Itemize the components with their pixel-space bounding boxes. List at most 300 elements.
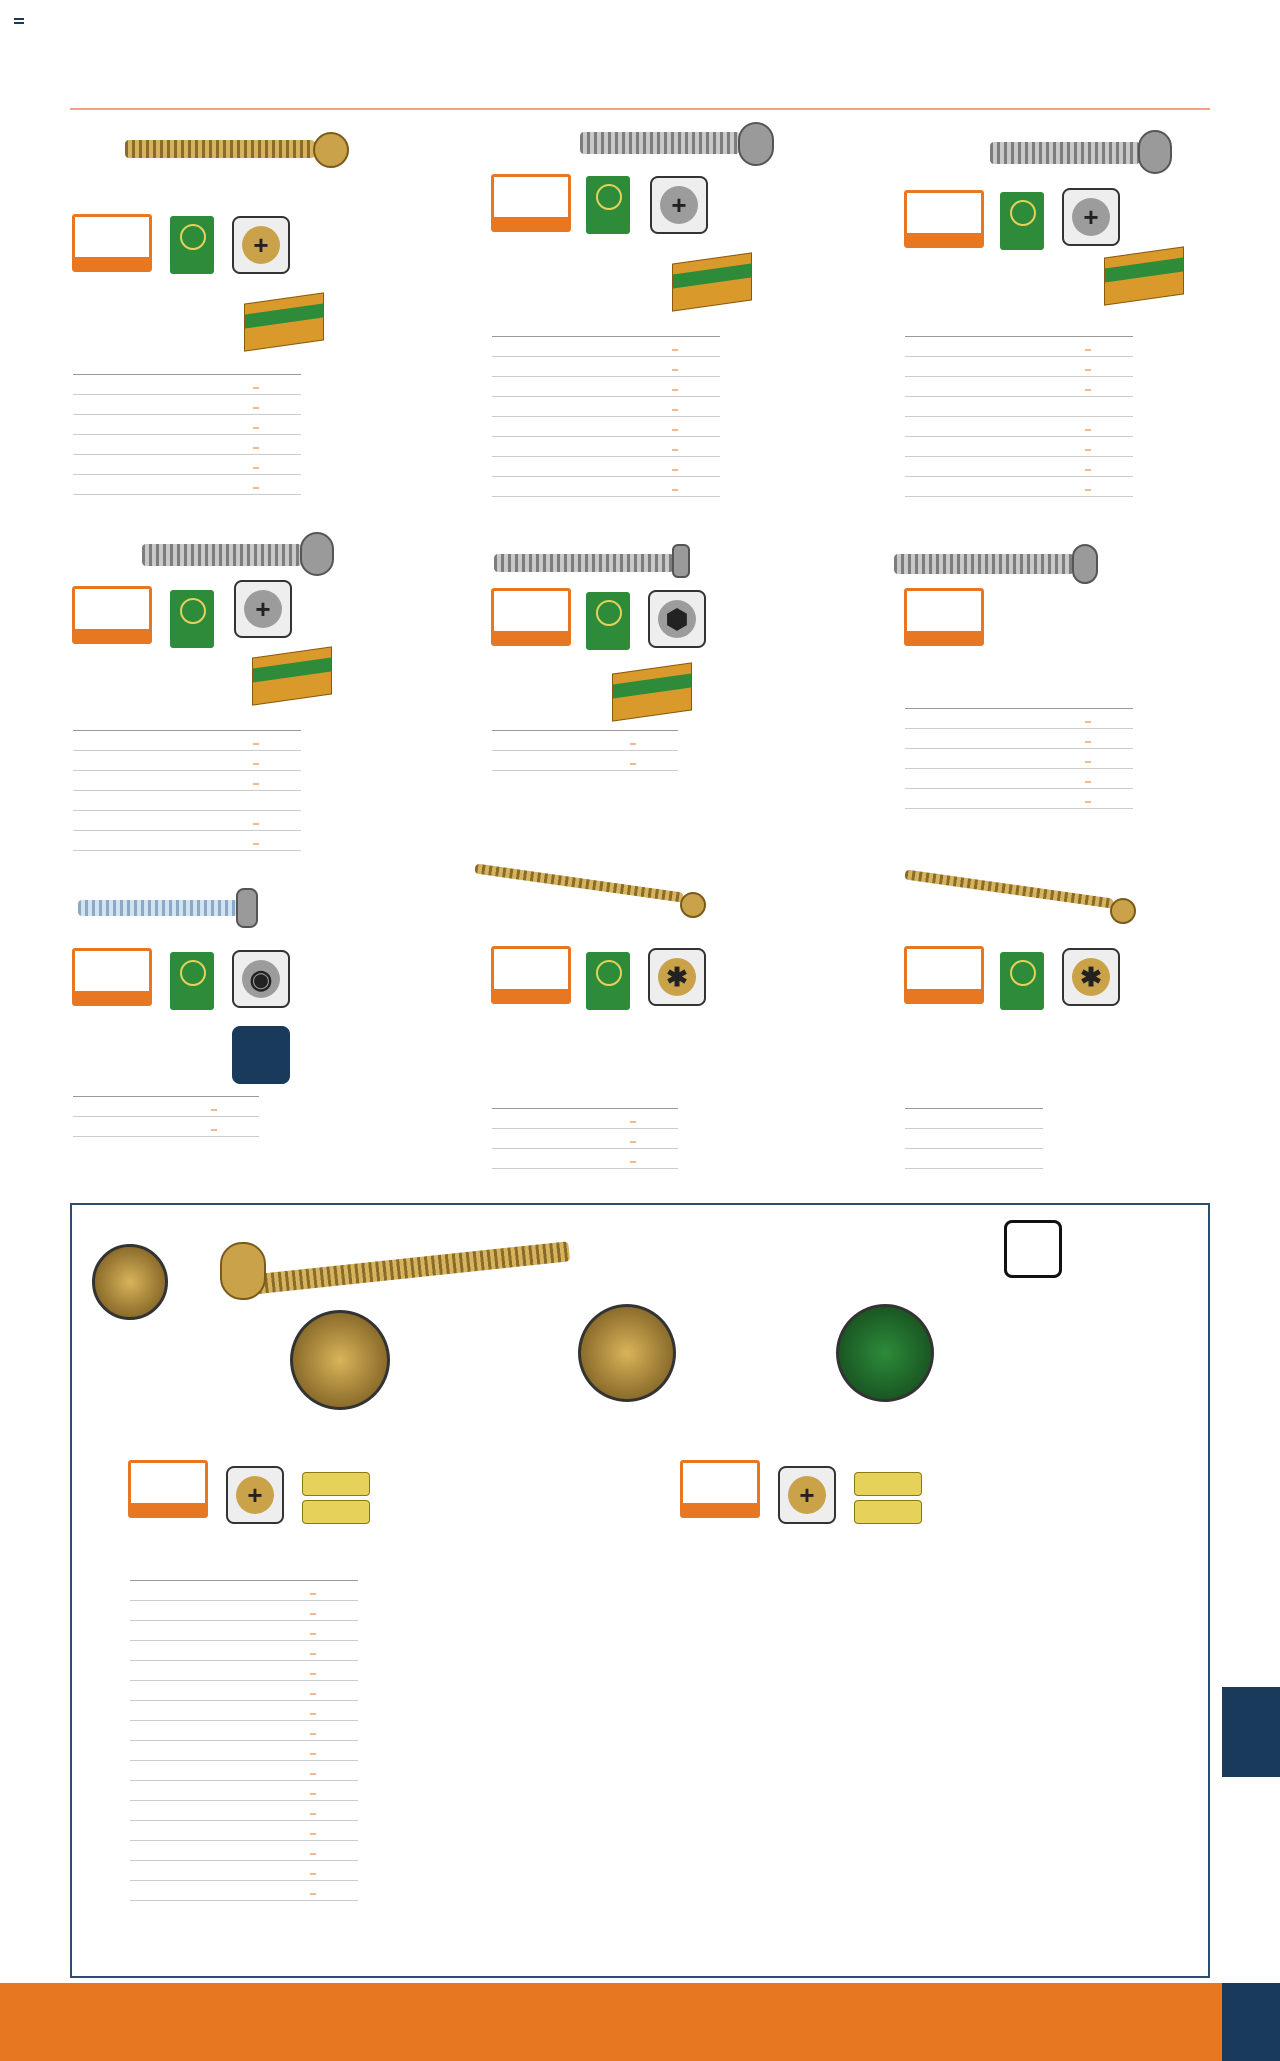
table-cell — [905, 437, 961, 457]
price-cell — [253, 783, 259, 785]
table-cell — [171, 455, 253, 475]
table-row — [905, 1149, 1043, 1169]
screw-shaft — [250, 1241, 570, 1294]
table-cell — [672, 337, 720, 357]
table-cell — [1003, 437, 1085, 457]
table-cell — [253, 751, 301, 771]
table-cell — [130, 1641, 186, 1661]
header-divider — [70, 108, 1210, 110]
table-cell — [73, 731, 129, 751]
table-cell — [630, 751, 678, 771]
price-cell — [253, 387, 259, 389]
table-cell — [1003, 457, 1085, 477]
table-cell — [548, 477, 590, 497]
table-cell — [548, 437, 590, 457]
table-cell — [310, 1581, 358, 1601]
price-cell — [253, 467, 259, 469]
security-head-icon: ◉ — [232, 950, 290, 1008]
spec-table — [492, 1106, 678, 1169]
table-cell — [310, 1761, 358, 1781]
table-cell — [961, 357, 1003, 377]
table-row — [492, 1129, 678, 1149]
table-row — [130, 1781, 358, 1801]
table-row — [73, 731, 301, 751]
price-cell — [310, 1613, 316, 1615]
spec-table-p1 — [73, 372, 301, 495]
table-cell — [548, 417, 590, 437]
table-cell — [548, 1109, 630, 1129]
table-cell — [961, 397, 1003, 417]
table-cell — [310, 1861, 358, 1881]
section-tab[interactable] — [1222, 1687, 1280, 1777]
screw-shaft — [142, 544, 302, 566]
price-cell — [253, 447, 259, 449]
table-cell — [73, 791, 129, 811]
price-cell — [310, 1753, 316, 1755]
table-cell — [130, 1681, 186, 1701]
table-cell — [228, 1681, 310, 1701]
table-cell — [186, 1701, 228, 1721]
table-cell — [253, 395, 301, 415]
table-row — [130, 1801, 358, 1821]
price-tag-p6 — [904, 588, 984, 646]
quality-badge-icon — [1000, 952, 1044, 1010]
footer-bar — [0, 1983, 1222, 2061]
price-cell — [672, 389, 678, 391]
table-cell — [905, 477, 961, 497]
table-row — [130, 1621, 358, 1641]
table-cell — [1085, 749, 1133, 769]
table-cell — [310, 1621, 358, 1641]
table-cell — [548, 397, 590, 417]
price-tag-p4 — [72, 586, 152, 644]
table-cell — [171, 791, 253, 811]
table-row — [905, 1129, 1043, 1149]
table-cell — [129, 831, 171, 851]
price-tag-p7 — [72, 948, 152, 1006]
table-cell — [186, 1661, 228, 1681]
table-cell — [961, 417, 1003, 437]
table-cell — [672, 377, 720, 397]
price-cell — [310, 1593, 316, 1595]
table-cell — [228, 1641, 310, 1661]
table-cell — [186, 1621, 228, 1641]
table-row — [130, 1741, 358, 1761]
table-row — [130, 1841, 358, 1861]
brand-logo — [1222, 1983, 1280, 2061]
table-cell — [961, 437, 1003, 457]
table-cell — [310, 1881, 358, 1901]
table-cell — [1085, 337, 1133, 357]
table-cell — [129, 375, 171, 395]
spec-table — [905, 1106, 1043, 1169]
price-tag-p1 — [72, 214, 152, 272]
table-cell — [1085, 709, 1133, 729]
table-cell — [130, 1721, 186, 1741]
table-row — [492, 731, 678, 751]
spec-table — [905, 334, 1133, 497]
table-cell — [1085, 457, 1133, 477]
table-cell — [630, 1129, 678, 1149]
screw-shaft — [580, 132, 740, 154]
table-cell — [492, 1109, 548, 1129]
table-cell — [548, 457, 590, 477]
price-cell — [211, 1109, 217, 1111]
table-cell — [129, 1097, 211, 1117]
price-cell — [310, 1853, 316, 1855]
table-cell — [130, 1701, 186, 1721]
table-cell — [492, 731, 548, 751]
table-cell — [672, 357, 720, 377]
screw-shaft — [494, 554, 674, 572]
price-cell — [211, 1129, 217, 1131]
table-cell — [961, 477, 1003, 497]
table-row — [492, 397, 720, 417]
table-cell — [905, 1109, 961, 1129]
table-cell — [253, 435, 301, 455]
table-cell — [310, 1741, 358, 1761]
table-cell — [492, 751, 548, 771]
table-cell — [73, 475, 129, 495]
table-row — [73, 1097, 259, 1117]
table-row — [73, 415, 301, 435]
table-cell — [228, 1821, 310, 1841]
table-cell — [253, 375, 301, 395]
price-cell — [1085, 389, 1091, 391]
screw-head-icon — [738, 122, 774, 166]
table-cell — [129, 395, 171, 415]
table-cell — [130, 1841, 186, 1861]
price-tag-p8 — [491, 946, 571, 1004]
table-cell — [672, 417, 720, 437]
table-cell — [171, 751, 253, 771]
table-cell — [228, 1801, 310, 1821]
table-cell — [130, 1661, 186, 1681]
table-row — [905, 337, 1133, 357]
table-cell — [905, 729, 961, 749]
table-cell — [1003, 749, 1085, 769]
table-cell — [129, 455, 171, 475]
4cut-tip-icon — [836, 1304, 934, 1402]
pozidrive-head-icon: + — [778, 1466, 836, 1524]
table-cell — [186, 1721, 228, 1741]
table-row — [492, 457, 720, 477]
table-cell — [171, 435, 253, 455]
table-row — [130, 1661, 358, 1681]
price-cell — [672, 409, 678, 411]
table-cell — [1003, 417, 1085, 437]
table-cell — [129, 435, 171, 455]
price-cell — [310, 1713, 316, 1715]
price-cell — [310, 1773, 316, 1775]
table-cell — [310, 1601, 358, 1621]
product-box-icon — [1104, 246, 1184, 305]
price-cell — [310, 1813, 316, 1815]
price-cell — [672, 429, 678, 431]
table-cell — [1003, 729, 1085, 749]
pozidrive-head-icon: + — [226, 1466, 284, 1524]
screw-head-icon — [220, 1242, 266, 1300]
table-cell — [672, 437, 720, 457]
table-row — [130, 1641, 358, 1661]
table-row — [492, 437, 720, 457]
table-cell — [310, 1781, 358, 1801]
table-row — [905, 789, 1133, 809]
table-cell — [1085, 729, 1133, 749]
price-cell — [672, 469, 678, 471]
table-row — [73, 455, 301, 475]
multi-head-icon — [290, 1310, 390, 1410]
table-cell — [129, 811, 171, 831]
table-row — [905, 709, 1133, 729]
table-cell — [1085, 437, 1133, 457]
price-cell — [672, 349, 678, 351]
table-cell — [253, 791, 301, 811]
table-cell — [186, 1581, 228, 1601]
screw-head-icon — [1138, 130, 1172, 174]
table-cell — [253, 455, 301, 475]
table-cell — [130, 1761, 186, 1781]
table-row — [130, 1881, 358, 1901]
table-cell — [492, 477, 548, 497]
pozidrive-head-icon: + — [1062, 188, 1120, 246]
table-cell — [310, 1841, 358, 1861]
table-cell — [630, 1149, 678, 1169]
table-cell — [590, 477, 672, 497]
price-cell — [1085, 741, 1091, 743]
table-cell — [171, 475, 253, 495]
table-cell — [548, 357, 590, 377]
price-cell — [1085, 469, 1091, 471]
spec-table-p6 — [905, 706, 1133, 809]
table-cell — [130, 1821, 186, 1841]
table-cell — [905, 337, 961, 357]
table-cell — [228, 1741, 310, 1761]
table-row — [130, 1821, 358, 1841]
table-cell — [73, 1097, 129, 1117]
table-row — [905, 1109, 1043, 1129]
table-row — [130, 1601, 358, 1621]
spec-table — [73, 372, 301, 495]
price-cell — [310, 1693, 316, 1695]
table-row — [492, 377, 720, 397]
table-cell — [590, 457, 672, 477]
spec-table — [130, 1578, 358, 1901]
table-cell — [1003, 357, 1085, 377]
price-tag-yellox-left — [128, 1460, 208, 1518]
table-cell — [253, 731, 301, 751]
price-cell — [672, 489, 678, 491]
table-cell — [1085, 397, 1133, 417]
price-cell — [310, 1673, 316, 1675]
table-cell — [492, 1149, 548, 1169]
spec-table — [73, 728, 301, 851]
table-cell — [253, 771, 301, 791]
screw-head-icon — [680, 892, 706, 918]
table-cell — [961, 337, 1003, 357]
table-cell — [548, 337, 590, 357]
table-cell — [961, 769, 1003, 789]
price-tag-yellox-right — [680, 1460, 760, 1518]
table-cell — [228, 1601, 310, 1621]
table-cell — [186, 1801, 228, 1821]
table-cell — [186, 1861, 228, 1881]
table-cell — [672, 457, 720, 477]
product-box-icon — [672, 252, 752, 311]
table-cell — [186, 1761, 228, 1781]
table-cell — [228, 1701, 310, 1721]
price-cell — [1085, 761, 1091, 763]
table-cell — [129, 1117, 211, 1137]
table-cell — [1085, 769, 1133, 789]
price-cell — [1085, 801, 1091, 803]
table-cell — [492, 1129, 548, 1149]
quality-badge-icon — [170, 216, 214, 274]
table-cell — [548, 1149, 630, 1169]
torx-head-icon: ✱ — [648, 948, 706, 1006]
table-cell — [672, 397, 720, 417]
table-cell — [1085, 357, 1133, 377]
price-cell — [1085, 369, 1091, 371]
table-row — [492, 1149, 678, 1169]
table-cell — [228, 1621, 310, 1641]
table-cell — [961, 1149, 1043, 1169]
price-cell — [1085, 781, 1091, 783]
table-cell — [73, 771, 129, 791]
table-cell — [905, 749, 961, 769]
screw-head-icon — [300, 532, 334, 576]
table-cell — [186, 1741, 228, 1761]
price-cell — [630, 1121, 636, 1123]
table-row — [905, 769, 1133, 789]
table-cell — [171, 811, 253, 831]
price-cell — [253, 487, 259, 489]
table-cell — [905, 709, 961, 729]
product-box-icon — [612, 662, 692, 721]
table-cell — [186, 1821, 228, 1841]
table-cell — [1085, 477, 1133, 497]
table-row — [905, 357, 1133, 377]
product-box-icon — [244, 292, 324, 351]
menu-icon — [14, 18, 24, 24]
table-row — [492, 477, 720, 497]
table-row — [905, 397, 1133, 417]
table-cell — [548, 377, 590, 397]
table-cell — [171, 415, 253, 435]
price-cell — [310, 1633, 316, 1635]
table-cell — [129, 731, 171, 751]
spec-table — [73, 1094, 259, 1137]
screw-head-icon — [1072, 544, 1098, 584]
table-cell — [492, 397, 548, 417]
table-cell — [186, 1781, 228, 1801]
table-cell — [590, 437, 672, 457]
table-cell — [130, 1621, 186, 1641]
quality-badge-icon — [170, 952, 214, 1010]
table-cell — [228, 1581, 310, 1601]
quality-badge-icon — [586, 952, 630, 1010]
spax-screw-image — [220, 1232, 580, 1292]
table-cell — [590, 417, 672, 437]
spec-table-p7 — [73, 1094, 259, 1137]
table-cell — [1003, 337, 1085, 357]
table-row — [73, 791, 301, 811]
price-cell — [630, 1161, 636, 1163]
table-cell — [73, 831, 129, 851]
price-tag-p5 — [491, 588, 571, 646]
price-tag-p9 — [904, 946, 984, 1004]
table-cell — [130, 1801, 186, 1821]
table-cell — [1003, 377, 1085, 397]
table-cell — [171, 731, 253, 751]
table-cell — [905, 789, 961, 809]
price-cell — [310, 1833, 316, 1835]
quality-badge-icon — [586, 176, 630, 234]
price-cell — [310, 1653, 316, 1655]
table-row — [130, 1701, 358, 1721]
table-cell — [905, 457, 961, 477]
table-cell — [492, 337, 548, 357]
table-cell — [186, 1881, 228, 1901]
table-cell — [548, 731, 630, 751]
table-cell — [905, 1149, 961, 1169]
price-cell — [310, 1893, 316, 1895]
table-row — [905, 729, 1133, 749]
table-cell — [961, 377, 1003, 397]
table-cell — [310, 1821, 358, 1841]
pozidrive-head-icon: + — [234, 580, 292, 638]
spec-table-p5 — [492, 728, 678, 771]
spec-table-p4 — [73, 728, 301, 851]
screw-head-icon — [313, 132, 349, 168]
yellox-badge-icon — [302, 1500, 370, 1524]
table-cell — [492, 357, 548, 377]
table-row — [492, 751, 678, 771]
table-row — [130, 1681, 358, 1701]
table-cell — [130, 1581, 186, 1601]
table-cell — [130, 1741, 186, 1761]
table-row — [130, 1761, 358, 1781]
table-cell — [630, 731, 678, 751]
table-cell — [310, 1721, 358, 1741]
table-cell — [73, 455, 129, 475]
table-cell — [186, 1681, 228, 1701]
price-tag-p2 — [491, 174, 571, 232]
price-cell — [253, 843, 259, 845]
table-cell — [186, 1641, 228, 1661]
table-cell — [73, 1117, 129, 1137]
table-row — [492, 1109, 678, 1129]
table-cell — [1003, 477, 1085, 497]
table-cell — [211, 1097, 259, 1117]
price-cell — [310, 1873, 316, 1875]
table-cell — [310, 1661, 358, 1681]
table-cell — [73, 751, 129, 771]
pozidrive-head-icon: + — [232, 216, 290, 274]
table-cell — [130, 1881, 186, 1901]
table-cell — [129, 751, 171, 771]
table-cell — [171, 831, 253, 851]
table-row — [73, 375, 301, 395]
table-cell — [171, 395, 253, 415]
table-cell — [310, 1701, 358, 1721]
table-cell — [961, 1129, 1043, 1149]
table-cell — [1003, 397, 1085, 417]
screw-head-icon — [672, 544, 690, 578]
table-cell — [228, 1881, 310, 1901]
table-row — [492, 337, 720, 357]
table-row — [130, 1581, 358, 1601]
